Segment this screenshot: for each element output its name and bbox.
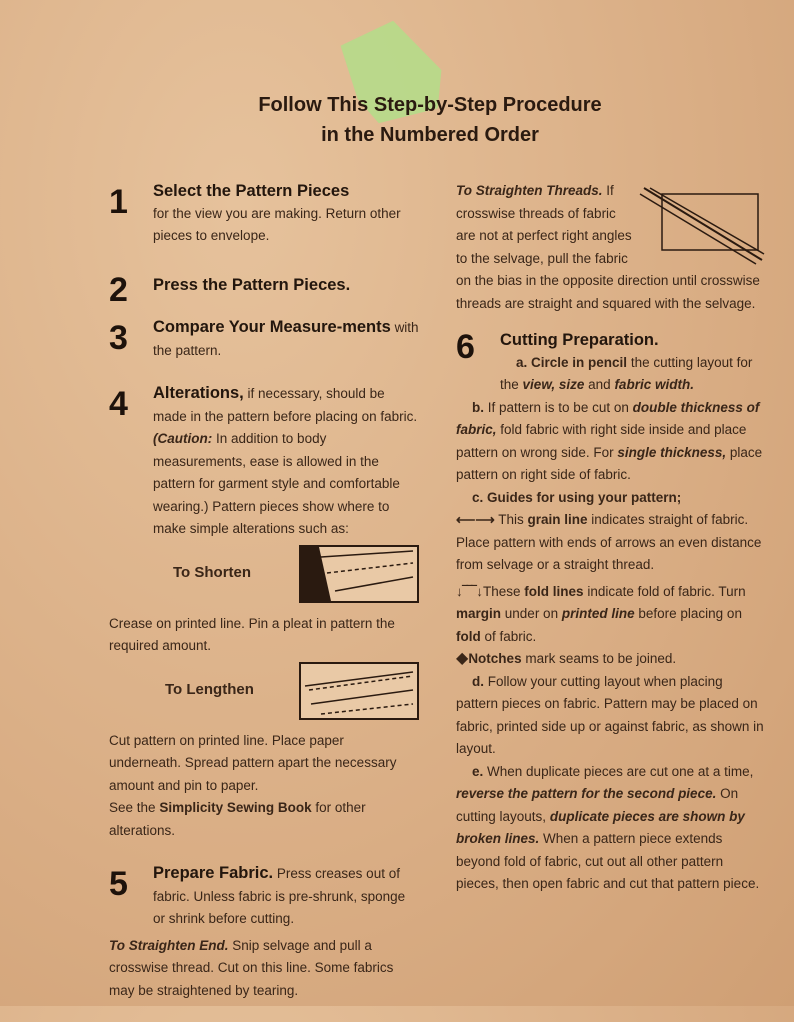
step-3: 3 Compare Your Measure-ments with the pattern. (109, 318, 419, 358)
step-6-cont: b. If pattern is to be cut on double thickness of fabric, fold fabric with right side inside and place pattern on wrong side. For single thickness, place pattern on right side of fabric. c. Guides for using your pattern; ⟵⟶ This grain line indicates straight of fabric. Place pattern with ends of arrows an even distance from selvage or a straight thread. ↓‾‾‾↓These fold lines indicate fold of fabric. Turn margin under on printed line before placing on fold of fabric. ◆Notches mark seams to be joined. d. Follow your cutting layout when placing pattern pieces on fabric. Pattern may be placed on fabric, printed side up or against fabric, as shown in layout. e. When duplicate pieces are cut one at a time, reverse the pattern for the second piece. On cutting layouts, duplicate pieces are shown by broken lines. When a pattern piece extends beyond fold of fabric, cut out all other pattern pieces, then open fabric and cut that pattern piece. (456, 399, 764, 891)
step-5: 5 Prepare Fabric. Press creases out of fabric. Unless fabric is pre-shrunk, sponge or shrink before cutting. To Straighten End. Snip selvage and pull a crosswise thread. Cut on this line. Some fabrics may be straightened by tearing. (109, 864, 406, 998)
lengthen-diagram (299, 662, 419, 720)
straighten-threads-section: To Straighten Threads. If crosswise threads of fabric are not at perfect right angles to the selvage, pull the fabric on the bias in the opposite direction until crosswise threads are straight and squared with the selvage. (456, 180, 766, 315)
left-column (109, 180, 419, 1022)
step-6: 6 Cutting Preparation. a. Circle in pencil the cutting layout for the view, size and fabric width. (456, 328, 753, 392)
selvage-diagram (638, 186, 766, 266)
step-2: 2 Press the Pattern Pieces. (109, 270, 351, 309)
shorten-label: To Shorten (173, 564, 252, 582)
shorten-diagram (299, 545, 419, 603)
notch-diamond-icon: ◆ (456, 650, 469, 667)
page-title: Follow This Step-by-Step Procedure in the Numbered Order (258, 94, 602, 146)
step-1: 1 Select the Pattern Pieces for the view you are making. Return other pieces to envelope. (109, 182, 401, 243)
fold-line-arrow-icon: ↓‾‾‾↓ (456, 583, 483, 599)
lengthen-label: To Lengthen (165, 681, 254, 699)
step-4: 4 Alterations, if necessary, should be made in the pattern before placing on fabric. (Caution: In addition to body measurements, ease is allowed in the pattern for garment style and comfortable wearing.) Pattern pieces show where to make simple alterations such as: To Shorten Crease on printed line. Pin a pleat in pattern the required amount. To Lengthen Cut pattern on printed line. Place paper underneath. Spread pattern apart the necessary amount and pin to paper. See the Simplicity Sewing Book for other alterations. (109, 384, 418, 838)
grain-line-arrow-icon: ⟵⟶ (456, 512, 495, 527)
right-column (456, 180, 766, 896)
